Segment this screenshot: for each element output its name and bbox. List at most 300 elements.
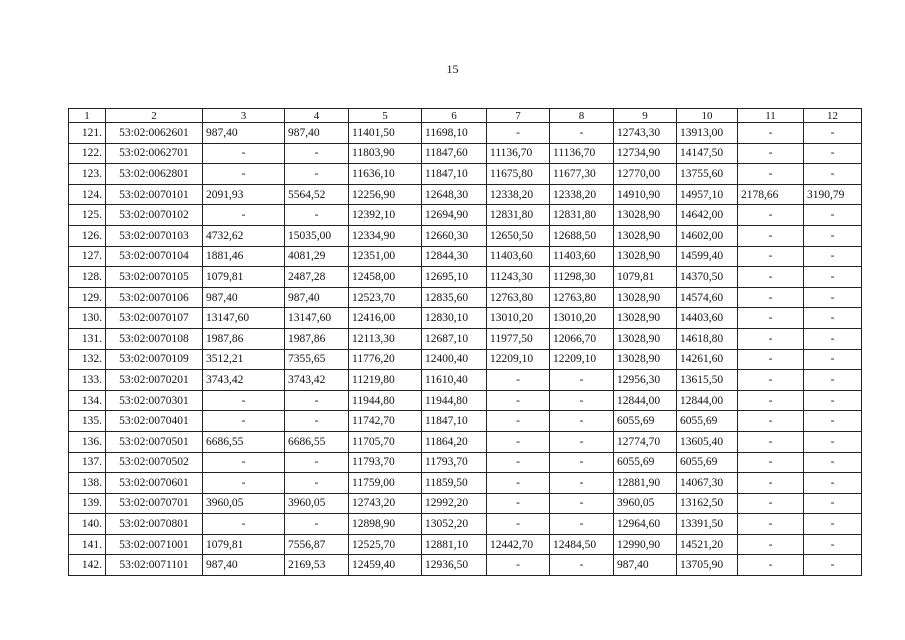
table-cell-col-9: 13028,90 [614,205,677,226]
table-cell-col-5: 12458,00 [349,267,422,288]
table-cell-col-5: 11803,90 [349,143,422,164]
table-cell-col-5: 11944,80 [349,390,422,411]
table-cell-col-3: - [203,473,285,494]
table-cell-col-11: - [738,514,804,535]
table-cell-col-5: 12459,40 [349,555,422,576]
table-cell-col-8: 12484,50 [550,534,614,555]
table-cell-col-11: - [738,164,804,185]
table-row [69,370,862,391]
table-cell-col-3: 2091,93 [203,184,285,205]
table-cell-col-1: 137. [69,452,106,473]
column-header-6: 6 [422,109,487,123]
table-cell-col-2: 53:02:0070701 [106,493,203,514]
table-cell-col-10: 14067,30 [677,473,738,494]
table-cell-col-9: 987,40 [614,555,677,576]
table-cell-col-6: 11698,10 [422,123,487,144]
table-cell-col-6: 11847,60 [422,143,487,164]
table-cell-col-6: 11610,40 [422,370,487,391]
table-cell-col-3: 987,40 [203,123,285,144]
table-cell-col-6: 12694,90 [422,205,487,226]
table-cell-col-2: 53:02:0070107 [106,308,203,329]
table-cell-col-12: - [804,308,862,329]
table-cell-col-5: 12392,10 [349,205,422,226]
table-cell-col-4: - [285,143,349,164]
table-cell-col-2: 53:02:0071101 [106,555,203,576]
table-cell-col-2: 53:02:0070201 [106,370,203,391]
table-cell-col-6: 12400,40 [422,349,487,370]
table-cell-col-4: 7556,87 [285,534,349,555]
table-cell-col-4: - [285,452,349,473]
table-cell-col-2: 53:02:0070301 [106,390,203,411]
table-cell-col-6: 11847,10 [422,411,487,432]
table-cell-col-4: 7355,65 [285,349,349,370]
table-cell-col-3: 4732,62 [203,225,285,246]
column-header-7: 7 [487,109,550,123]
table-cell-col-11: - [738,534,804,555]
table-cell-col-12: - [804,555,862,576]
table-cell-col-6: 12695,10 [422,267,487,288]
table-cell-col-7: 12650,50 [487,225,550,246]
data-table [68,108,862,576]
table-cell-col-7: - [487,452,550,473]
table-cell-col-3: 1079,81 [203,267,285,288]
table-cell-col-4: 1987,86 [285,328,349,349]
table-row [69,349,862,370]
table-cell-col-12: - [804,267,862,288]
table-cell-col-7: 12763,80 [487,287,550,308]
table-cell-col-2: 53:02:0070105 [106,267,203,288]
table-cell-col-4: 2169,53 [285,555,349,576]
table-cell-col-11: - [738,493,804,514]
table-cell-col-11: - [738,246,804,267]
table-cell-col-11: - [738,452,804,473]
table-cell-col-9: 1079,81 [614,267,677,288]
table-cell-col-10: 6055,69 [677,452,738,473]
table-cell-col-10: 14602,00 [677,225,738,246]
table-cell-col-1: 121. [69,123,106,144]
table-cell-col-10: 14642,00 [677,205,738,226]
table-cell-col-2: 53:02:0070103 [106,225,203,246]
table-cell-col-5: 12113,30 [349,328,422,349]
table-cell-col-9: 12743,30 [614,123,677,144]
table-cell-col-11: - [738,411,804,432]
table-cell-col-10: 13755,60 [677,164,738,185]
table-cell-col-8: 12763,80 [550,287,614,308]
table-cell-col-3: - [203,390,285,411]
column-header-11: 11 [738,109,804,123]
table-cell-col-9: 12770,00 [614,164,677,185]
table-cell-col-4: 3743,42 [285,370,349,391]
table-cell-col-9: 13028,90 [614,287,677,308]
table-cell-col-4: - [285,514,349,535]
table-cell-col-6: 11864,20 [422,431,487,452]
table-cell-col-6: 11847,10 [422,164,487,185]
table-cell-col-9: 13028,90 [614,246,677,267]
table-cell-col-1: 126. [69,225,106,246]
table-cell-col-9: 6055,69 [614,411,677,432]
table-cell-col-4: 15035,00 [285,225,349,246]
table-cell-col-10: 14370,50 [677,267,738,288]
table-cell-col-2: 53:02:0071001 [106,534,203,555]
table-cell-col-10: 13615,50 [677,370,738,391]
table-cell-col-8: 11298,30 [550,267,614,288]
table-cell-col-7: - [487,390,550,411]
table-row [69,205,862,226]
table-cell-col-7: 12209,10 [487,349,550,370]
table-cell-col-9: 13028,90 [614,308,677,329]
table-cell-col-1: 125. [69,205,106,226]
table-cell-col-10: 14147,50 [677,143,738,164]
table-cell-col-3: - [203,205,285,226]
table-cell-col-12: - [804,349,862,370]
table-cell-col-8: 12688,50 [550,225,614,246]
table-cell-col-7: - [487,123,550,144]
table-cell-col-4: 4081,29 [285,246,349,267]
table-cell-col-10: 13913,00 [677,123,738,144]
table-cell-col-6: 12830,10 [422,308,487,329]
column-header-12: 12 [804,109,862,123]
table-cell-col-5: 11776,20 [349,349,422,370]
table-cell-col-10: 13605,40 [677,431,738,452]
table-cell-col-4: 2487,28 [285,267,349,288]
table-row [69,534,862,555]
table-cell-col-11: - [738,473,804,494]
table-body [69,123,862,576]
table-cell-col-6: 12936,50 [422,555,487,576]
table-cell-col-12: - [804,411,862,432]
table-header [69,109,862,123]
table-row [69,411,862,432]
table-cell-col-7: 12442,70 [487,534,550,555]
table-cell-col-1: 124. [69,184,106,205]
table-cell-col-7: 11675,80 [487,164,550,185]
table-cell-col-8: 11136,70 [550,143,614,164]
table-cell-col-2: 53:02:0070501 [106,431,203,452]
table-cell-col-12: - [804,493,862,514]
table-cell-col-7: 11977,50 [487,328,550,349]
table-cell-col-6: 12648,30 [422,184,487,205]
table-cell-col-7: 12831,80 [487,205,550,226]
table-cell-col-12: - [804,473,862,494]
table-cell-col-9: 12881,90 [614,473,677,494]
table-row [69,431,862,452]
table-cell-col-5: 11636,10 [349,164,422,185]
table-cell-col-12: - [804,164,862,185]
table-cell-col-9: 6055,69 [614,452,677,473]
table-cell-col-11: - [738,123,804,144]
table-cell-col-2: 53:02:0070801 [106,514,203,535]
table-row [69,184,862,205]
table-cell-col-4: 3960,05 [285,493,349,514]
table-cell-col-4: - [285,411,349,432]
table-row [69,555,862,576]
table-cell-col-9: 12844,00 [614,390,677,411]
table-cell-col-2: 53:02:0070101 [106,184,203,205]
table-cell-col-1: 133. [69,370,106,391]
table-cell-col-9: 13028,90 [614,328,677,349]
table-cell-col-7: 13010,20 [487,308,550,329]
table-cell-col-11: - [738,390,804,411]
table-row [69,308,862,329]
table-cell-col-11: - [738,143,804,164]
table-cell-col-9: 13028,90 [614,225,677,246]
table-cell-col-8: 11677,30 [550,164,614,185]
table-cell-col-6: 13052,20 [422,514,487,535]
table-row [69,267,862,288]
table-cell-col-1: 127. [69,246,106,267]
table-cell-col-4: - [285,205,349,226]
table-cell-col-8: - [550,123,614,144]
table-cell-col-2: 53:02:0062801 [106,164,203,185]
table-cell-col-6: 12992,20 [422,493,487,514]
table-cell-col-2: 53:02:0062601 [106,123,203,144]
page-number: 15 [446,62,459,76]
table-cell-col-8: 12066,70 [550,328,614,349]
table-cell-col-11: - [738,328,804,349]
table-cell-col-6: 11944,80 [422,390,487,411]
table-cell-col-3: 987,40 [203,555,285,576]
table-cell-col-5: 11401,50 [349,123,422,144]
table-row [69,514,862,535]
table-cell-col-5: 12898,90 [349,514,422,535]
table-cell-col-5: 11742,70 [349,411,422,432]
table-cell-col-3: 6686,55 [203,431,285,452]
table-cell-col-1: 131. [69,328,106,349]
table-cell-col-1: 141. [69,534,106,555]
table-cell-col-7: - [487,411,550,432]
table-cell-col-1: 123. [69,164,106,185]
table-cell-col-9: 3960,05 [614,493,677,514]
table-cell-col-1: 142. [69,555,106,576]
table-cell-col-12: - [804,534,862,555]
table-cell-col-5: 12523,70 [349,287,422,308]
table-cell-col-3: 987,40 [203,287,285,308]
table-cell-col-5: 11705,70 [349,431,422,452]
table-cell-col-11: - [738,225,804,246]
table-cell-col-10: 14574,60 [677,287,738,308]
table-cell-col-6: 12835,60 [422,287,487,308]
table-cell-col-7: - [487,370,550,391]
table-row [69,123,862,144]
table-row [69,143,862,164]
table-cell-col-6: 11793,70 [422,452,487,473]
table-row [69,164,862,185]
table-cell-col-7: 12338,20 [487,184,550,205]
table-cell-col-4: 13147,60 [285,308,349,329]
table-cell-col-12: - [804,431,862,452]
table-cell-col-12: - [804,246,862,267]
table-cell-col-8: - [550,555,614,576]
table-cell-col-3: 1079,81 [203,534,285,555]
table-cell-col-3: - [203,452,285,473]
table-cell-col-2: 53:02:0070104 [106,246,203,267]
table-cell-col-12: 3190,79 [804,184,862,205]
table-cell-col-2: 53:02:0070102 [106,205,203,226]
table-cell-col-12: - [804,205,862,226]
table-row [69,390,862,411]
table-cell-col-6: 11859,50 [422,473,487,494]
table-cell-col-1: 130. [69,308,106,329]
table-cell-col-8: - [550,514,614,535]
table-cell-col-11: - [738,431,804,452]
table-cell-col-9: 12990,90 [614,534,677,555]
table-cell-col-4: 987,40 [285,123,349,144]
table-cell-col-8: 12209,10 [550,349,614,370]
table-cell-col-8: - [550,411,614,432]
table-cell-col-5: 12256,90 [349,184,422,205]
table-cell-col-9: 12774,70 [614,431,677,452]
table-row [69,246,862,267]
table-cell-col-11: - [738,267,804,288]
column-header-8: 8 [550,109,614,123]
table-cell-col-11: - [738,287,804,308]
table-cell-col-1: 134. [69,390,106,411]
table-cell-col-9: 13028,90 [614,349,677,370]
table-row [69,328,862,349]
table-cell-col-8: 12831,80 [550,205,614,226]
table-cell-col-5: 12334,90 [349,225,422,246]
table-cell-col-2: 53:02:0070502 [106,452,203,473]
table-cell-col-11: - [738,555,804,576]
table-row [69,287,862,308]
table-cell-col-2: 53:02:0070108 [106,328,203,349]
table-cell-col-1: 129. [69,287,106,308]
table-cell-col-5: 12525,70 [349,534,422,555]
table-cell-col-5: 12416,00 [349,308,422,329]
table-cell-col-12: - [804,390,862,411]
table-cell-col-4: - [285,164,349,185]
table-cell-col-6: 12660,30 [422,225,487,246]
table-cell-col-10: 14618,80 [677,328,738,349]
table-cell-col-8: 12338,20 [550,184,614,205]
table-cell-col-9: 14910,90 [614,184,677,205]
table-cell-col-2: 53:02:0070109 [106,349,203,370]
table-cell-col-7: - [487,431,550,452]
table-cell-col-3: - [203,411,285,432]
table-cell-col-7: - [487,493,550,514]
table-cell-col-1: 122. [69,143,106,164]
table-cell-col-4: - [285,390,349,411]
table-cell-col-3: 3743,42 [203,370,285,391]
table-cell-col-12: - [804,514,862,535]
table-cell-col-1: 128. [69,267,106,288]
table-cell-col-11: - [738,205,804,226]
table-cell-col-10: 14599,40 [677,246,738,267]
table-cell-col-3: - [203,164,285,185]
column-header-5: 5 [349,109,422,123]
table-cell-col-1: 139. [69,493,106,514]
table-cell-col-10: 6055,69 [677,411,738,432]
table-cell-col-12: - [804,370,862,391]
table-cell-col-6: 12881,10 [422,534,487,555]
table-cell-col-8: - [550,431,614,452]
table-cell-col-4: 5564,52 [285,184,349,205]
table-row [69,473,862,494]
table-cell-col-3: 3960,05 [203,493,285,514]
table-cell-col-3: - [203,514,285,535]
table-cell-col-1: 132. [69,349,106,370]
column-header-3: 3 [203,109,285,123]
table-cell-col-10: 13705,90 [677,555,738,576]
table-cell-col-7: 11136,70 [487,143,550,164]
table-cell-col-4: 987,40 [285,287,349,308]
table-row [69,452,862,473]
table-row [69,493,862,514]
table-cell-col-3: 1881,46 [203,246,285,267]
table-cell-col-8: - [550,390,614,411]
table-cell-col-10: 14957,10 [677,184,738,205]
table-cell-col-3: 3512,21 [203,349,285,370]
column-header-2: 2 [106,109,203,123]
table-cell-col-6: 12844,30 [422,246,487,267]
table-cell-col-3: 1987,86 [203,328,285,349]
table-cell-col-11: - [738,349,804,370]
table-cell-col-5: 11219,80 [349,370,422,391]
table-cell-col-5: 11759,00 [349,473,422,494]
table-cell-col-1: 136. [69,431,106,452]
table-cell-col-3: 13147,60 [203,308,285,329]
table-cell-col-11: 2178,66 [738,184,804,205]
table-cell-col-7: - [487,473,550,494]
table-cell-col-5: 12743,20 [349,493,422,514]
table-cell-col-9: 12956,30 [614,370,677,391]
table-cell-col-8: 11403,60 [550,246,614,267]
table-cell-col-12: - [804,225,862,246]
table-cell-col-12: - [804,328,862,349]
table-cell-col-1: 135. [69,411,106,432]
table-cell-col-8: - [550,473,614,494]
table-cell-col-7: 11403,60 [487,246,550,267]
table-cell-col-12: - [804,123,862,144]
column-header-10: 10 [677,109,738,123]
table-cell-col-12: - [804,452,862,473]
table-cell-col-8: - [550,452,614,473]
table-cell-col-12: - [804,287,862,308]
table-cell-col-10: 14261,60 [677,349,738,370]
table-cell-col-8: 13010,20 [550,308,614,329]
table-cell-col-9: 12734,90 [614,143,677,164]
table-cell-col-11: - [738,308,804,329]
table-cell-col-10: 13162,50 [677,493,738,514]
table-cell-col-10: 12844,00 [677,390,738,411]
table-cell-col-8: - [550,370,614,391]
table-cell-col-7: 11243,30 [487,267,550,288]
table-cell-col-10: 14521,20 [677,534,738,555]
table-cell-col-7: - [487,514,550,535]
table-cell-col-10: 14403,60 [677,308,738,329]
table-cell-col-9: 12964,60 [614,514,677,535]
table-cell-col-2: 53:02:0062701 [106,143,203,164]
table-cell-col-2: 53:02:0070106 [106,287,203,308]
table-cell-col-6: 12687,10 [422,328,487,349]
table-cell-col-4: - [285,473,349,494]
table-row [69,225,862,246]
table-cell-col-3: - [203,143,285,164]
header-row [69,109,862,123]
table-cell-col-1: 138. [69,473,106,494]
table-cell-col-5: 11793,70 [349,452,422,473]
table-cell-col-11: - [738,370,804,391]
table-cell-col-7: - [487,555,550,576]
table-cell-col-8: - [550,493,614,514]
table-cell-col-5: 12351,00 [349,246,422,267]
table-cell-col-1: 140. [69,514,106,535]
column-header-1: 1 [69,109,106,123]
table-cell-col-2: 53:02:0070601 [106,473,203,494]
column-header-9: 9 [614,109,677,123]
table-cell-col-4: 6686,55 [285,431,349,452]
table-cell-col-12: - [804,143,862,164]
